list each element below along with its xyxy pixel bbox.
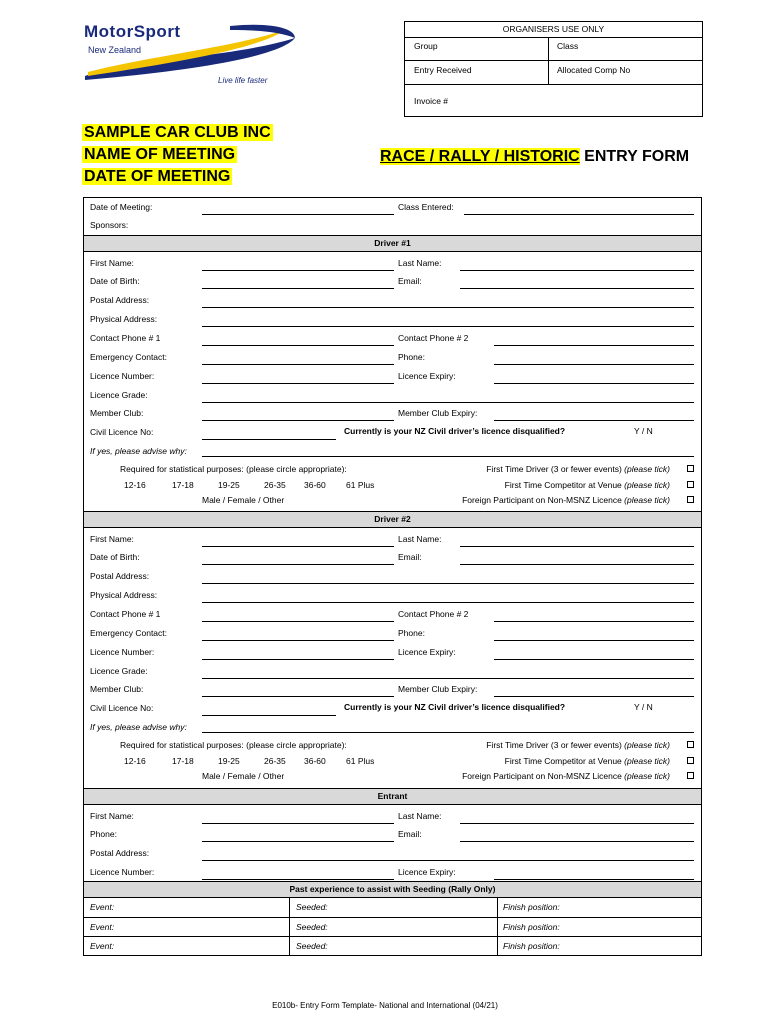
entrant-last-name-field[interactable]: [460, 823, 694, 824]
d2-age-12-16[interactable]: 12-16: [124, 756, 146, 766]
organisers-row-3: [405, 85, 702, 117]
date-of-meeting-label: Date of Meeting:: [90, 202, 153, 212]
entry-form: [83, 197, 702, 956]
date-of-meeting-field[interactable]: [202, 214, 394, 215]
entrant-first-name-label: First Name:: [90, 811, 134, 821]
d1-first-time-venue-label: First Time Competitor at Venue (please tick): [504, 480, 670, 490]
d2-yn-option[interactable]: Y / N: [634, 702, 653, 712]
d2-licence-expiry-field[interactable]: [494, 659, 694, 660]
d2-licence-grade-label: Licence Grade:: [90, 666, 148, 676]
experience-col-divider: [497, 898, 498, 955]
d1-member-club-field[interactable]: [202, 420, 394, 421]
d2-licence-no-field[interactable]: [202, 659, 394, 660]
d1-member-club-expiry-field[interactable]: [494, 420, 694, 421]
d2-phone-label: Phone:: [398, 628, 425, 638]
d2-gender-options[interactable]: Male / Female / Other: [202, 771, 285, 781]
sponsors-label: Sponsors:: [90, 220, 129, 230]
d1-licence-grade-label: Licence Grade:: [90, 390, 148, 400]
d2-member-club-label: Member Club:: [90, 684, 144, 694]
entrant-licence-expiry-label: Licence Expiry:: [398, 867, 456, 877]
d1-phone-label: Phone:: [398, 352, 425, 362]
d1-phone2-label: Contact Phone # 2: [398, 333, 469, 343]
allocated-comp-no-label: Allocated Comp No: [557, 65, 631, 75]
finish-position-label: Finish position:: [503, 941, 560, 951]
experience-row: [84, 936, 701, 955]
d1-licence-expiry-label: Licence Expiry:: [398, 371, 456, 381]
d2-first-time-venue-checkbox[interactable]: [687, 757, 694, 764]
d2-first-time-venue-label: First Time Competitor at Venue (please tick): [504, 756, 670, 766]
d2-physical-label: Physical Address:: [90, 590, 158, 600]
d1-licence-no-label: Licence Number:: [90, 371, 155, 381]
d1-first-time-driver-label: First Time Driver (3 or fewer events) (please tick): [486, 464, 670, 474]
finish-position-label: Finish position:: [503, 922, 560, 932]
form-title-rest: ENTRY FORM: [579, 148, 690, 165]
entrant-phone-field[interactable]: [202, 841, 394, 842]
event-label: Event:: [90, 902, 115, 912]
d1-dob-field[interactable]: [202, 288, 394, 289]
entrant-last-name-label: Last Name:: [398, 811, 442, 821]
experience-row: [84, 898, 701, 917]
meeting-name: NAME OF MEETING: [84, 146, 236, 163]
d2-civil-licence-label: Civil Licence No:: [90, 703, 154, 713]
entrant-licence-no-label: Licence Number:: [90, 867, 155, 877]
d1-age-26-35[interactable]: 26-35: [264, 480, 286, 490]
d2-first-time-driver-checkbox[interactable]: [687, 741, 694, 748]
logo-tagline-text: Live life faster: [218, 76, 268, 85]
d1-licence-no-field[interactable]: [202, 383, 394, 384]
d1-dob-label: Date of Birth:: [90, 276, 140, 286]
organisers-row-2: [405, 61, 702, 85]
driver2-section-header: Driver #2: [84, 511, 701, 528]
d1-first-time-venue-checkbox[interactable]: [687, 481, 694, 488]
d1-emergency-label: Emergency Contact:: [90, 352, 168, 362]
d1-email-field[interactable]: [460, 288, 694, 289]
d1-member-club-label: Member Club:: [90, 408, 144, 418]
d1-gender-options[interactable]: Male / Female / Other: [202, 495, 285, 505]
entrant-first-name-field[interactable]: [202, 823, 394, 824]
d1-first-name-field[interactable]: [202, 270, 394, 271]
d2-stats-label: Required for statistical purposes: (please circle appropriate):: [120, 740, 347, 750]
d1-phone2-field[interactable]: [494, 345, 694, 346]
group-label: Group: [414, 41, 438, 51]
d1-age-61-plus[interactable]: 61 Plus: [346, 480, 375, 490]
d2-age-36-60[interactable]: 36-60: [304, 756, 326, 766]
d2-phone2-label: Contact Phone # 2: [398, 609, 469, 619]
d2-age-19-25[interactable]: 19-25: [218, 756, 240, 766]
d2-age-17-18[interactable]: 17-18: [172, 756, 194, 766]
seeded-label: Seeded:: [296, 902, 328, 912]
d1-civil-licence-label: Civil Licence No:: [90, 427, 154, 437]
d1-first-name-label: First Name:: [90, 258, 134, 268]
d1-age-36-60[interactable]: 36-60: [304, 480, 326, 490]
d1-phone-field[interactable]: [494, 364, 694, 365]
d1-licence-grade-field[interactable]: [202, 402, 694, 403]
d1-age-19-25[interactable]: 19-25: [218, 480, 240, 490]
d2-email-label: Email:: [398, 552, 422, 562]
d2-foreign-checkbox[interactable]: [687, 772, 694, 779]
organisers-use-only-box: [404, 21, 703, 117]
d1-foreign-label: Foreign Participant on Non-MSNZ Licence (please tick): [462, 495, 670, 505]
d1-foreign-checkbox[interactable]: [687, 496, 694, 503]
d1-age-17-18[interactable]: 17-18: [172, 480, 194, 490]
d2-emergency-label: Emergency Contact:: [90, 628, 168, 638]
d2-licence-grade-field[interactable]: [202, 678, 694, 679]
d1-last-name-field[interactable]: [460, 270, 694, 271]
entrant-postal-field[interactable]: [202, 860, 694, 861]
d2-phone2-field[interactable]: [494, 621, 694, 622]
d1-physical-field[interactable]: [202, 326, 694, 327]
entrant-email-label: Email:: [398, 829, 422, 839]
entrant-licence-expiry-field[interactable]: [494, 879, 694, 880]
experience-col-divider: [289, 898, 290, 955]
d1-disqualified-question: Currently is your NZ Civil driver’s licence disqualified?: [344, 426, 566, 436]
d2-member-club-expiry-field[interactable]: [494, 696, 694, 697]
driver1-section-header: Driver #1: [84, 235, 701, 252]
entrant-phone-label: Phone:: [90, 829, 117, 839]
d2-phone-field[interactable]: [494, 640, 694, 641]
d2-phone1-label: Contact Phone # 1: [90, 609, 161, 619]
organisers-header: ORGANISERS USE ONLY: [405, 22, 702, 38]
d2-licence-no-label: Licence Number:: [90, 647, 155, 657]
experience-row: [84, 917, 701, 936]
d1-physical-label: Physical Address:: [90, 314, 158, 324]
d1-phone1-field[interactable]: [202, 345, 394, 346]
seeded-label: Seeded:: [296, 941, 328, 951]
d2-postal-field[interactable]: [202, 583, 694, 584]
d2-emergency-field[interactable]: [202, 640, 394, 641]
footer-template-code: E010b- Entry Form Template- National and International (04/21): [272, 1001, 498, 1010]
invoice-label: Invoice #: [414, 96, 449, 106]
d1-age-12-16[interactable]: 12-16: [124, 480, 146, 490]
class-entered-field[interactable]: [464, 214, 694, 215]
meeting-date: DATE OF MEETING: [84, 168, 231, 185]
d2-advise-label: If yes, please advise why:: [90, 722, 187, 732]
d2-age-26-35[interactable]: 26-35: [264, 756, 286, 766]
organisers-row-1: [405, 37, 702, 61]
d2-age-61-plus[interactable]: 61 Plus: [346, 756, 375, 766]
form-title-highlight: RACE / RALLY / HISTORIC: [380, 148, 580, 165]
d2-first-name-field[interactable]: [202, 546, 394, 547]
d2-advise-field[interactable]: [202, 732, 694, 733]
class-entered-label: Class Entered:: [398, 202, 454, 212]
d1-emergency-field[interactable]: [202, 364, 394, 365]
d1-last-name-label: Last Name:: [398, 258, 442, 268]
d1-stats-label: Required for statistical purposes: (please circle appropriate):: [120, 464, 347, 474]
d2-phone1-field[interactable]: [202, 621, 394, 622]
d1-advise-label: If yes, please advise why:: [90, 446, 187, 456]
d2-first-name-label: First Name:: [90, 534, 134, 544]
d2-member-club-field[interactable]: [202, 696, 394, 697]
d2-licence-expiry-label: Licence Expiry:: [398, 647, 456, 657]
d2-civil-licence-field[interactable]: [202, 715, 336, 716]
d2-dob-field[interactable]: [202, 564, 394, 565]
entrant-licence-no-field[interactable]: [202, 879, 394, 880]
d1-phone1-label: Contact Phone # 1: [90, 333, 161, 343]
club-info: [82, 122, 273, 188]
finish-position-label: Finish position:: [503, 902, 560, 912]
d2-member-club-expiry-label: Member Club Expiry:: [398, 684, 478, 694]
d1-licence-expiry-field[interactable]: [494, 383, 694, 384]
entrant-postal-label: Postal Address:: [90, 848, 150, 858]
seeded-label: Seeded:: [296, 922, 328, 932]
d1-postal-label: Postal Address:: [90, 295, 150, 305]
d1-first-time-driver-checkbox[interactable]: [687, 465, 694, 472]
logo-brand-text: MotorSport: [84, 22, 181, 41]
d2-dob-label: Date of Birth:: [90, 552, 140, 562]
d1-yn-option[interactable]: Y / N: [634, 426, 653, 436]
d2-postal-label: Postal Address:: [90, 571, 150, 581]
d1-civil-licence-field[interactable]: [202, 439, 336, 440]
d1-postal-field[interactable]: [202, 307, 694, 308]
class-label: Class: [557, 41, 579, 51]
entrant-section-header: Entrant: [84, 788, 701, 805]
d2-foreign-label: Foreign Participant on Non-MSNZ Licence (please tick): [462, 771, 670, 781]
d2-physical-field[interactable]: [202, 602, 694, 603]
entry-received-label: Entry Received: [414, 65, 472, 75]
d2-email-field[interactable]: [460, 564, 694, 565]
d1-member-club-expiry-label: Member Club Expiry:: [398, 408, 478, 418]
d1-advise-field[interactable]: [202, 456, 694, 457]
d2-disqualified-question: Currently is your NZ Civil driver’s licence disqualified?: [344, 702, 566, 712]
club-name: SAMPLE CAR CLUB INC: [84, 124, 271, 141]
d2-last-name-label: Last Name:: [398, 534, 442, 544]
experience-section-header: Past experience to assist with Seeding (Rally Only): [84, 881, 701, 898]
logo-country-text: New Zealand: [88, 45, 142, 55]
event-label: Event:: [90, 922, 115, 932]
d2-first-time-driver-label: First Time Driver (3 or fewer events) (please tick): [486, 740, 670, 750]
form-title: [380, 146, 689, 168]
d2-last-name-field[interactable]: [460, 546, 694, 547]
d1-email-label: Email:: [398, 276, 422, 286]
event-label: Event:: [90, 941, 115, 951]
entrant-email-field[interactable]: [460, 841, 694, 842]
motorsport-nz-logo: [80, 18, 300, 88]
